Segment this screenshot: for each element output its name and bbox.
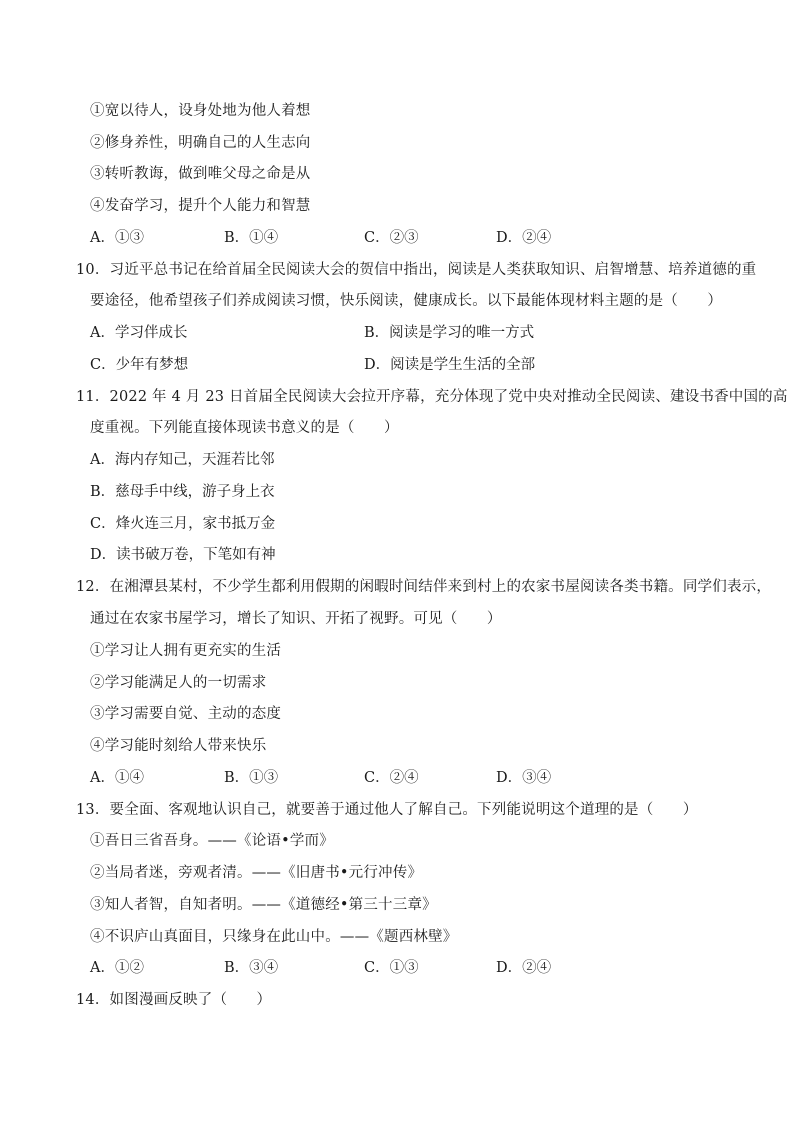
q12-item-2: ②学习能满足人的一切需求 (90, 675, 267, 691)
q13-stem-line1: 13．要全面、客观地认识自己，就要善于通过他人了解自己。下列能说明这个道理的是（ ） (76, 802, 698, 818)
q13-option-c[interactable]: C．①③ (364, 960, 419, 976)
q9-option-a[interactable]: A．①③ (90, 230, 144, 246)
q9-option-d[interactable]: D．②④ (496, 230, 552, 246)
q13-item-1: ①吾日三省吾身。——《论语•学而》 (90, 833, 334, 849)
q11-option-d[interactable]: D．读书破万卷，下笔如有神 (90, 547, 276, 563)
q9-option-b[interactable]: B．①④ (224, 230, 279, 246)
q9-item-3: ③转听教诲，做到唯父母之命是从 (90, 166, 311, 182)
q12-option-a[interactable]: A．①④ (90, 770, 144, 786)
q11-option-c[interactable]: C．烽火连三月，家书抵万金 (90, 516, 276, 532)
q12-stem-line2: 通过在农家书屋学习，增长了知识、开拓了视野。可见（ ） (90, 611, 502, 627)
q13-option-d[interactable]: D．②④ (496, 960, 552, 976)
q10-option-d[interactable]: D．阅读是学生生活的全部 (364, 357, 536, 373)
q13-item-4: ④不识庐山真面目，只缘身在此山中。——《题西林壁》 (90, 929, 458, 945)
q10-stem-line1: 10．习近平总书记在给首届全民阅读大会的贺信中指出，阅读是人类获取知识、启智增慧、培养道德的重 (76, 262, 757, 278)
q11-stem-line2: 度重视。下列能直接体现读书意义的是（ ） (90, 420, 399, 436)
q12-item-3: ③学习需要自觉、主动的态度 (90, 706, 282, 722)
q11-stem-line1: 11．2022 年 4 月 23 日首届全民阅读大会拉开序幕，充分体现了党中央对推动全民阅读、建设书香中国的高 (76, 389, 788, 405)
q9-option-c[interactable]: C．②③ (364, 230, 419, 246)
q12-option-c[interactable]: C．②④ (364, 770, 419, 786)
q14-stem-line1: 14．如图漫画反映了（ ） (76, 992, 272, 1008)
q13-item-2: ②当局者迷，旁观者清。——《旧唐书•元行冲传》 (90, 865, 423, 881)
q10-option-a[interactable]: A．学习伴成长 (90, 325, 188, 341)
q12-item-4: ④学习能时刻给人带来快乐 (90, 738, 267, 754)
q13-option-a[interactable]: A．①② (90, 960, 144, 976)
q10-stem-line2: 要途径，他希望孩子们养成阅读习惯，快乐阅读，健康成长。以下最能体现材料主题的是（ ） (90, 293, 723, 309)
q9-item-4: ④发奋学习，提升个人能力和智慧 (90, 198, 311, 214)
q10-option-b[interactable]: B．阅读是学习的唯一方式 (364, 325, 535, 341)
q9-item-2: ②修身养性，明确自己的人生志向 (90, 135, 311, 151)
q11-option-b[interactable]: B．慈母手中线，游子身上衣 (90, 484, 275, 500)
q10-option-c[interactable]: C．少年有梦想 (90, 357, 189, 373)
q11-option-a[interactable]: A．海内存知己，天涯若比邻 (90, 452, 275, 468)
q12-stem-line1: 12．在湘潭县某村，不少学生都利用假期的闲暇时间结伴来到村上的农家书屋阅读各类书籍。同学们表示， (76, 579, 772, 595)
q13-item-3: ③知人者智，自知者明。——《道德经•第三十三章》 (90, 897, 437, 913)
q12-option-d[interactable]: D．③④ (496, 770, 552, 786)
q9-item-1: ①宽以待人，设身处地为他人着想 (90, 103, 311, 119)
q12-item-1: ①学习让人拥有更充实的生活 (90, 643, 282, 659)
q12-option-b[interactable]: B．①③ (224, 770, 279, 786)
q13-option-b[interactable]: B．③④ (224, 960, 279, 976)
